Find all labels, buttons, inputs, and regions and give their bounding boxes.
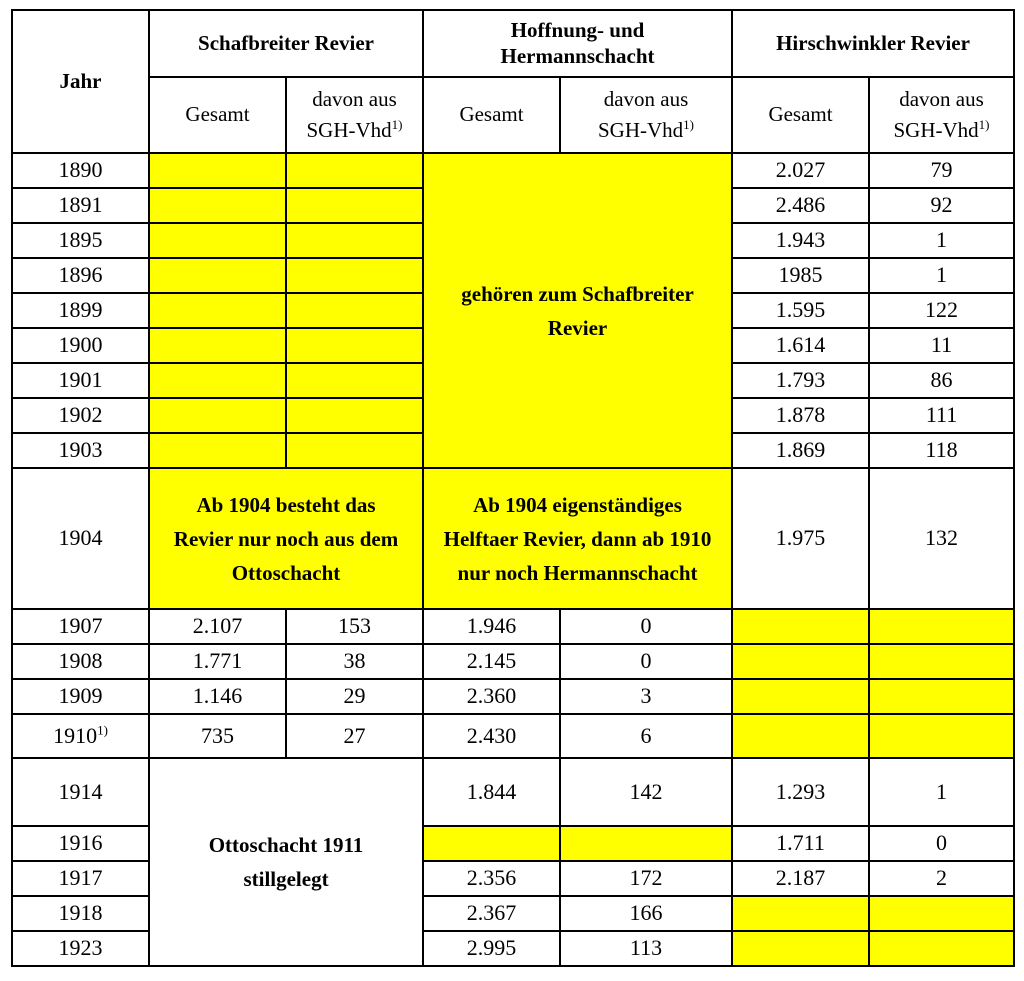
- table-cell: 11: [869, 328, 1014, 363]
- table-cell: 111: [869, 398, 1014, 433]
- table-cell: 3: [560, 679, 732, 714]
- year-cell: 1923: [12, 931, 149, 966]
- year-cell: 1901: [12, 363, 149, 398]
- table-cell: 2.145: [423, 644, 560, 679]
- year-cell: 1916: [12, 826, 149, 861]
- empty-highlight-cell: [869, 896, 1014, 931]
- table-cell: 1985: [732, 258, 869, 293]
- empty-highlight-cell: [149, 153, 286, 188]
- table-cell: 153: [286, 609, 423, 644]
- table-cell: 0: [560, 644, 732, 679]
- empty-highlight-cell: [869, 679, 1014, 714]
- table-cell: 1: [869, 758, 1014, 826]
- table-cell: 1.595: [732, 293, 869, 328]
- year-cell: 1907: [12, 609, 149, 644]
- table-cell: 166: [560, 896, 732, 931]
- year-cell: 1914: [12, 758, 149, 826]
- empty-highlight-cell: [869, 714, 1014, 758]
- table-cell: 79: [869, 153, 1014, 188]
- empty-highlight-cell: [286, 258, 423, 293]
- empty-highlight-cell: [149, 293, 286, 328]
- table-cell: 1.878: [732, 398, 869, 433]
- table-cell: 1.146: [149, 679, 286, 714]
- empty-highlight-cell: [732, 679, 869, 714]
- empty-highlight-cell: [560, 826, 732, 861]
- table-cell: 2.360: [423, 679, 560, 714]
- merged-note-hoffnung-1904: Ab 1904 eigenständiges Helftaer Revier, dann ab 1910 nur noch Hermannschacht: [423, 468, 732, 609]
- year-cell: 1899: [12, 293, 149, 328]
- table-cell: 2.430: [423, 714, 560, 758]
- empty-highlight-cell: [286, 433, 423, 468]
- group-header-hirschwinkler: Hirschwinkler Revier: [732, 10, 1014, 77]
- table-cell: 2.356: [423, 861, 560, 896]
- table-cell: 118: [869, 433, 1014, 468]
- table-cell: 2.107: [149, 609, 286, 644]
- table-cell: 1.869: [732, 433, 869, 468]
- subheader-gesamt: Gesamt: [732, 77, 869, 153]
- empty-highlight-cell: [149, 433, 286, 468]
- empty-highlight-cell: [149, 398, 286, 433]
- year-cell: 1900: [12, 328, 149, 363]
- table-cell: 2: [869, 861, 1014, 896]
- year-cell: 1895: [12, 223, 149, 258]
- table-cell: 2.486: [732, 188, 869, 223]
- table-cell: 1.975: [732, 468, 869, 609]
- empty-highlight-cell: [286, 363, 423, 398]
- empty-highlight-cell: [869, 644, 1014, 679]
- table-cell: 27: [286, 714, 423, 758]
- subheader-gesamt: Gesamt: [423, 77, 560, 153]
- table-cell: 1.614: [732, 328, 869, 363]
- empty-highlight-cell: [286, 188, 423, 223]
- empty-highlight-cell: [286, 328, 423, 363]
- table-cell: 2.187: [732, 861, 869, 896]
- table-cell: 1.946: [423, 609, 560, 644]
- table-cell: 2.995: [423, 931, 560, 966]
- year-cell: 1890: [12, 153, 149, 188]
- table-cell: 1: [869, 258, 1014, 293]
- table-cell: 1.293: [732, 758, 869, 826]
- year-cell: 1909: [12, 679, 149, 714]
- merged-note-schafbreiter-1904: Ab 1904 besteht das Revier nur noch aus dem Ottoschacht: [149, 468, 423, 609]
- table-cell: 92: [869, 188, 1014, 223]
- empty-highlight-cell: [732, 931, 869, 966]
- empty-highlight-cell: [869, 931, 1014, 966]
- empty-highlight-cell: [149, 223, 286, 258]
- empty-highlight-cell: [732, 609, 869, 644]
- subheader-davon: davon aus SGH-Vhd$^{1)}$: [869, 77, 1014, 153]
- table-cell: 38: [286, 644, 423, 679]
- col-header-jahr: Jahr: [12, 10, 149, 153]
- empty-highlight-cell: [149, 328, 286, 363]
- table-cell: 132: [869, 468, 1014, 609]
- empty-highlight-cell: [149, 258, 286, 293]
- year-cell: 1903: [12, 433, 149, 468]
- table-cell: 1: [869, 223, 1014, 258]
- year-cell: 1891: [12, 188, 149, 223]
- year-cell: 1896: [12, 258, 149, 293]
- mining-workers-table: [11, 9, 1015, 967]
- table-cell: 735: [149, 714, 286, 758]
- empty-highlight-cell: [732, 896, 869, 931]
- year-cell: 1910$^{1)}$: [12, 714, 149, 758]
- empty-highlight-cell: [286, 293, 423, 328]
- table-cell: 172: [560, 861, 732, 896]
- year-cell: 1918: [12, 896, 149, 931]
- table-cell: 122: [869, 293, 1014, 328]
- year-cell: 1904: [12, 468, 149, 609]
- year-cell: 1902: [12, 398, 149, 433]
- group-header-schafbreiter: Schafbreiter Revier: [149, 10, 423, 77]
- table-cell: 1.771: [149, 644, 286, 679]
- empty-highlight-cell: [732, 644, 869, 679]
- group-header-hoffnung: Hoffnung- und Hermannschacht: [423, 10, 732, 77]
- empty-highlight-cell: [286, 398, 423, 433]
- subheader-gesamt: Gesamt: [149, 77, 286, 153]
- merged-note-hoffnung-part-of-schafbreiter: gehören zum Schafbreiter Revier: [423, 153, 732, 468]
- empty-highlight-cell: [423, 826, 560, 861]
- table-cell: 1.943: [732, 223, 869, 258]
- table-cell: 2.367: [423, 896, 560, 931]
- table-cell: 86: [869, 363, 1014, 398]
- subheader-davon: davon aus SGH-Vhd$^{1)}$: [286, 77, 423, 153]
- empty-highlight-cell: [149, 363, 286, 398]
- table-cell: 1.711: [732, 826, 869, 861]
- empty-highlight-cell: [286, 223, 423, 258]
- subheader-davon: davon aus SGH-Vhd$^{1)}$: [560, 77, 732, 153]
- table-cell: 2.027: [732, 153, 869, 188]
- empty-highlight-cell: [149, 188, 286, 223]
- table-cell: 1.844: [423, 758, 560, 826]
- empty-highlight-cell: [869, 609, 1014, 644]
- table-cell: 113: [560, 931, 732, 966]
- merged-note-ottoschacht-closed: Ottoschacht 1911 stillgelegt: [149, 758, 423, 966]
- empty-highlight-cell: [732, 714, 869, 758]
- table-cell: 1.793: [732, 363, 869, 398]
- table-cell: 0: [869, 826, 1014, 861]
- empty-highlight-cell: [286, 153, 423, 188]
- year-cell: 1908: [12, 644, 149, 679]
- table-cell: 6: [560, 714, 732, 758]
- table-cell: 0: [560, 609, 732, 644]
- table-cell: 142: [560, 758, 732, 826]
- year-cell: 1917: [12, 861, 149, 896]
- table-cell: 29: [286, 679, 423, 714]
